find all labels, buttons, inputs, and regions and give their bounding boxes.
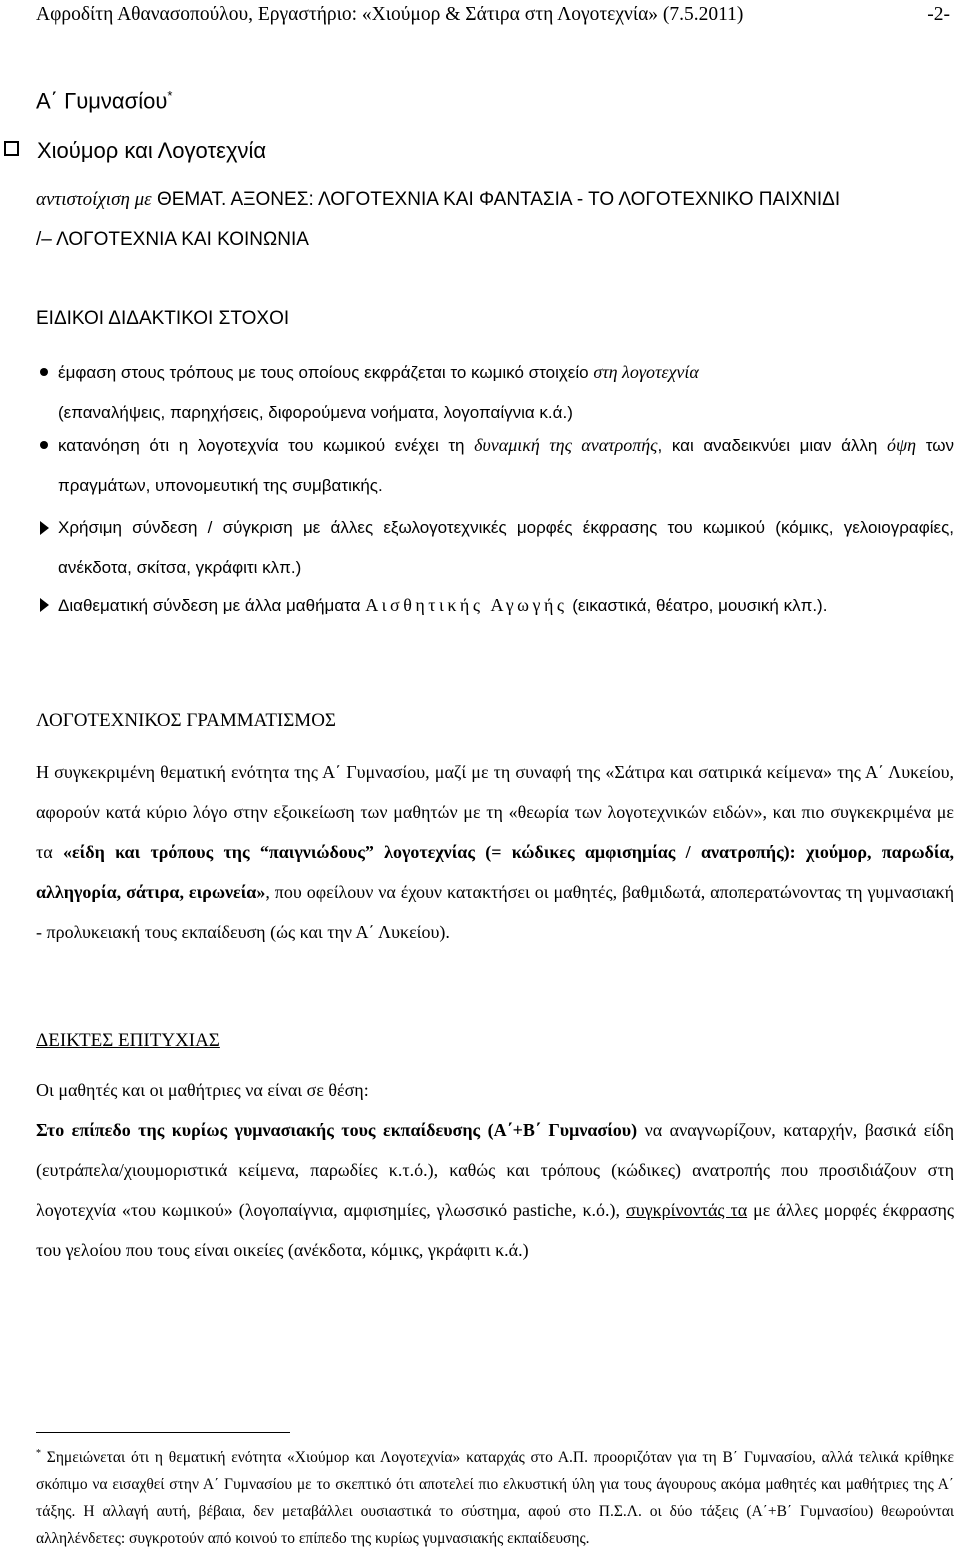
header-text: Αφροδίτη Αθανασοπούλου, Εργαστήριο: «Χιούμορ & Σάτιρα στη Λογοτεχνία» (7.5.2011) (36, 4, 744, 25)
axes-line2: /– ΛΟΓΟΤΕΧΝΙΑ ΚΑΙ ΚΟΙΝΩΝΙΑ (36, 229, 309, 250)
bullet-dot-icon (40, 368, 48, 376)
arrow-right-icon (40, 521, 49, 535)
page-number: -2- (927, 4, 950, 25)
bullet-dot-icon (40, 441, 48, 449)
goal-bullet-4: Διαθεματική σύνδεση με άλλα μαθήματα Αισθητικής Αγωγής (εικαστικά, θέατρο, μουσική κλπ.). (40, 585, 954, 626)
checkbox-icon (4, 141, 19, 156)
topic-title: Χιούμορ και Λογοτεχνία (37, 138, 267, 163)
footnote-separator (36, 1432, 290, 1433)
goal-bullet-1: έμφαση στους τρόπους με τους οποίους εκφράζεται το κωμικό στοιχείο στη λογοτεχνία (επαναλήψεις, παρηχήσεις, διφορούμενα νοήματα, λογοπαίγνια κ.ά.) (40, 352, 954, 433)
footnote-text: Σημειώνεται ότι η θεματική ενότητα «Χιούμορ και Λογοτεχνία» καταρχάς στο Α.Π. προοριζόταν για τη Β΄ Γυμνασίου, αλλά τελικά κρίθηκε σκόπιμο να εισαχθεί στην Α΄ Γυμνασίου με το σκεπτικό ότι αποτελεί πιο ελκυστική ύλη για τους άγουρους ακόμα μαθητές και μαθήτριες της Α΄ τάξης. Η αλλαγή αυτή, βέβαια, δεν μεταβάλλει ουσιαστικά το σύστημα, αφού στο Π.Σ.Λ. οι δύο τάξεις (Α΄+Β΄ Γυμνασίου) θεωρούνται αλληλένδετες: συγκροτούν από κοινού το επίπεδο της κυρίως γυμνασιακής εκπαίδευσης. (36, 1449, 954, 1548)
topic-heading (0, 138, 266, 164)
goals-title: ΕΙΔΙΚΟΙ ΔΙΔΑΚΤΙΚΟΙ ΣΤΟΧΟΙ (36, 308, 290, 329)
success-paragraph: Στο επίπεδο της κυρίως γυμνασιακής τους εκπαίδευσης (Α΄+Β΄ Γυμνασίου) να αναγνωρίζουν, καταρχήν, βασικά είδη (ευτράπελα/χιουμοριστικά κείμενα, παρωδίες κ.τ.ό.), καθώς και τρόπους (κώδικες) ανατροπής που προσιδιάζουν στη λογοτεχνία «του κωμικού» (λογοπαίγνια, αμφισημίες, γλωσσικό pastiche, κ.ό.), συγκρίνοντάς τα με άλλες μορφές έκφρασης του γελοίου που τους είναι οικείες (ανέκδοτα, κόμικς, γκράφιτι κ.ά.) (36, 1120, 954, 1260)
axes-prefix: αντιστοίχιση με (36, 189, 152, 210)
literacy-title: ΛΟΓΟΤΕΧΝΙΚΟΣ ΓΡΑΜΜΑΤΙΣΜΟΣ (36, 710, 336, 731)
goal-bullet-2: κατανόηση ότι η λογοτεχνία του κωμικού ενέχει τη δυναμική της ανατροπής, και αναδεικνύει μιαν άλλη όψη των πραγμάτων, υπονομευτική της συμβατικής. (40, 425, 954, 506)
grade-heading: Α΄ Γυμνασίου* (36, 88, 173, 114)
success-title: ΔΕΙΚΤΕΣ ΕΠΙΤΥΧΙΑΣ (36, 1030, 220, 1051)
goal-bullet-3: Χρήσιμη σύνδεση / σύγκριση με άλλες εξωλογοτεχνικές μορφές έκφρασης του κωμικού (κόμικς, γελοιογραφίες, ανέκδοτα, σκίτσα, γκράφιτι κλπ.) (40, 508, 954, 588)
footnote (36, 1440, 954, 1552)
arrow-right-icon (40, 598, 49, 612)
running-header (36, 4, 950, 26)
success-intro: Οι μαθητές και οι μαθήτριες να είναι σε θέση: (36, 1080, 369, 1100)
footnote-ref[interactable]: * (167, 88, 173, 103)
literacy-paragraph: Η συγκεκριμένη θεματική ενότητα της Α΄ Γυμνασίου, μαζί με τη συναφή της «Σάτιρα και σατιρικά κείμενα» της Α΄ Λυκείου, αφορούν κατά κύριο λόγο στην εξοικείωση των μαθητών με τη «θεωρία των λογοτεχνικών ειδών», και πιο συγκεκριμένα με τα «είδη και τρόπους της “παιγνιώδους” λογοτεχνίας (= κώδικες αμφισημίας / ανατροπής): χιούμορ, παρωδία, αλληγορία, σάτιρα, ειρωνεία», που οφείλουν να έχουν κατακτήσει οι μαθητές, βαθμιδωτά, αποπερατώνοντας τη γυμνασιακή - προλυκειακή τους εκπαίδευση (ώς και την Α΄ Λυκείου). (36, 762, 954, 942)
thematic-axes (36, 180, 954, 260)
footnote-mark: * (36, 1448, 41, 1459)
axes-text: ΘΕΜΑΤ. ΑΞΟΝΕΣ: ΛΟΓΟΤΕΧΝΙΑ ΚΑΙ ΦΑΝΤΑΣΙΑ - ΤΟ ΛΟΓΟΤΕΧΝΙΚΟ ΠΑΙΧΝΙΔΙ (156, 189, 841, 210)
